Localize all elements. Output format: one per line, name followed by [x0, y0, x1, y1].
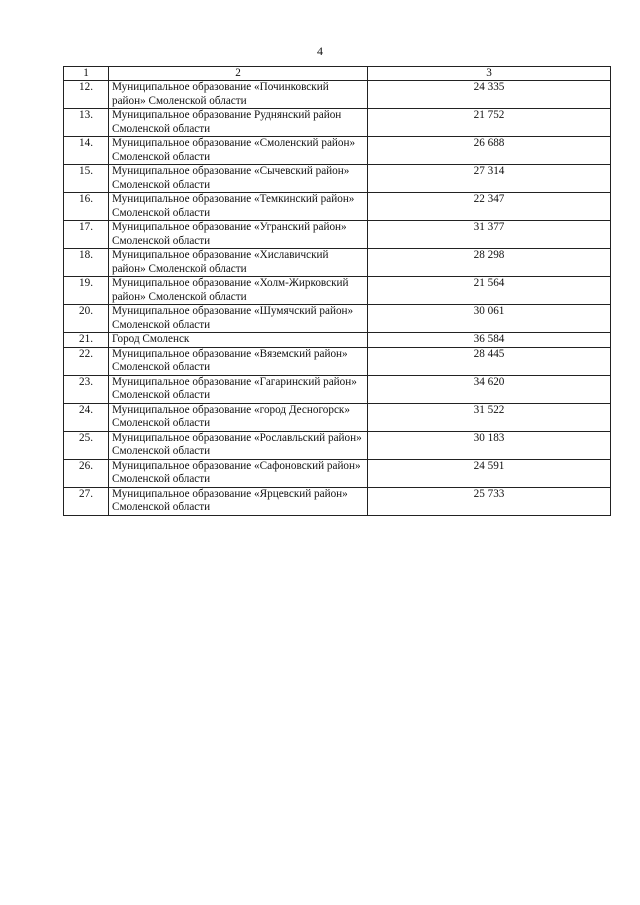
row-name: Муниципальное образование «Темкинский район» Смоленской области [109, 193, 368, 221]
table-row [64, 333, 611, 348]
row-name: Город Смоленск [109, 333, 368, 348]
row-name: Муниципальное образование «Смоленский район» Смоленской области [109, 137, 368, 165]
row-number: 19. [64, 277, 109, 305]
row-number: 25. [64, 431, 109, 459]
table-row [64, 221, 611, 249]
row-number: 13. [64, 109, 109, 137]
row-value: 30 061 [368, 305, 611, 333]
row-name: Муниципальное образование «Гагаринский район» Смоленской области [109, 375, 368, 403]
row-number: 14. [64, 137, 109, 165]
row-number: 27. [64, 487, 109, 515]
row-value: 30 183 [368, 431, 611, 459]
table-row [64, 375, 611, 403]
row-number: 20. [64, 305, 109, 333]
column-header-name: 2 [109, 67, 368, 81]
row-name: Муниципальное образование «Рославльский район» Смоленской области [109, 431, 368, 459]
row-name: Муниципальное образование «Сафоновский район» Смоленской области [109, 459, 368, 487]
row-value: 25 733 [368, 487, 611, 515]
row-value: 34 620 [368, 375, 611, 403]
row-value: 28 445 [368, 347, 611, 375]
table-row [64, 403, 611, 431]
column-header-value: 3 [368, 67, 611, 81]
table-row [64, 347, 611, 375]
page-number: 4 [317, 44, 323, 58]
row-value: 36 584 [368, 333, 611, 348]
row-value: 28 298 [368, 249, 611, 277]
table-row [64, 193, 611, 221]
row-value: 31 377 [368, 221, 611, 249]
row-number: 23. [64, 375, 109, 403]
row-value: 24 335 [368, 81, 611, 109]
row-name: Муниципальное образование «Угранский район» Смоленской области [109, 221, 368, 249]
table-row [64, 109, 611, 137]
row-value: 27 314 [368, 165, 611, 193]
column-header-number: 1 [64, 67, 109, 81]
row-value: 31 522 [368, 403, 611, 431]
table-row [64, 277, 611, 305]
row-name: Муниципальное образование «Сычевский район» Смоленской области [109, 165, 368, 193]
table-row [64, 249, 611, 277]
table-row [64, 81, 611, 109]
table-row [64, 459, 611, 487]
row-name: Муниципальное образование «Шумячский район» Смоленской области [109, 305, 368, 333]
row-name: Муниципальное образование Руднянский район Смоленской области [109, 109, 368, 137]
municipal-table [63, 66, 611, 516]
row-number: 16. [64, 193, 109, 221]
row-number: 24. [64, 403, 109, 431]
table-row [64, 137, 611, 165]
row-number: 17. [64, 221, 109, 249]
row-name: Муниципальное образование «Хиславичский район» Смоленской области [109, 249, 368, 277]
row-number: 12. [64, 81, 109, 109]
row-name: Муниципальное образование «город Десногорск» Смоленской области [109, 403, 368, 431]
row-number: 22. [64, 347, 109, 375]
row-number: 18. [64, 249, 109, 277]
row-number: 15. [64, 165, 109, 193]
row-name: Муниципальное образование «Вяземский район» Смоленской области [109, 347, 368, 375]
row-value: 24 591 [368, 459, 611, 487]
row-name: Муниципальное образование «Ярцевский район» Смоленской области [109, 487, 368, 515]
row-value: 21 752 [368, 109, 611, 137]
row-value: 26 688 [368, 137, 611, 165]
row-value: 22 347 [368, 193, 611, 221]
table-row [64, 487, 611, 515]
table-row [64, 165, 611, 193]
table-row [64, 431, 611, 459]
row-number: 21. [64, 333, 109, 348]
row-number: 26. [64, 459, 109, 487]
row-value: 21 564 [368, 277, 611, 305]
row-name: Муниципальное образование «Холм-Жирковский район» Смоленской области [109, 277, 368, 305]
table-row [64, 305, 611, 333]
row-name: Муниципальное образование «Починковский район» Смоленской области [109, 81, 368, 109]
table-header-row [64, 67, 611, 81]
